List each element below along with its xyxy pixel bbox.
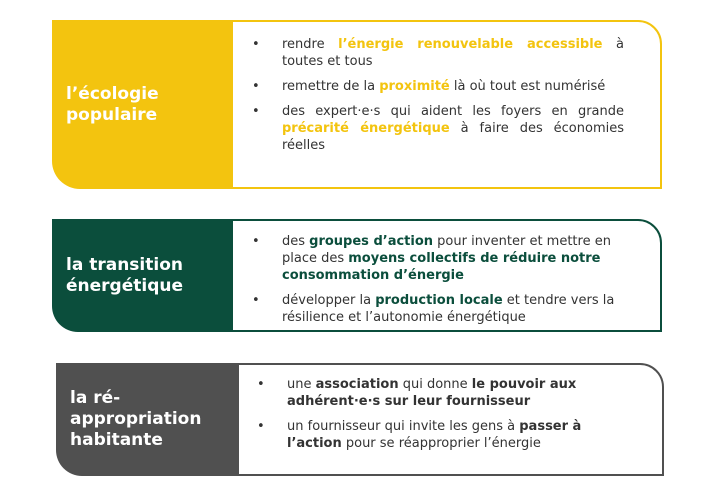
bullet-item bbox=[287, 418, 627, 452]
bullet-text: pour se réapproprier l’énergie bbox=[341, 436, 541, 451]
highlight-text: précarité énergétique bbox=[282, 121, 450, 136]
bullet-text: à faire des économies réelles bbox=[282, 121, 624, 153]
bullet-text: un fournisseur qui invite les gens à bbox=[287, 419, 520, 434]
block-title: la ré- appropriation habitante bbox=[70, 388, 202, 450]
ecologie-populaire-tab bbox=[52, 20, 233, 189]
transition-energetique-tab bbox=[52, 219, 233, 332]
bullet-item bbox=[282, 292, 630, 326]
bullet-text: développer la bbox=[282, 293, 376, 308]
highlight-text: l’énergie renouvelable accessible bbox=[338, 37, 603, 52]
bullet-item bbox=[282, 103, 624, 154]
bullet-text: là où tout est numérisé bbox=[449, 79, 606, 94]
bullet-item bbox=[282, 233, 630, 284]
ecologie-populaire-list bbox=[282, 36, 624, 162]
reappropriation-habitante-tab bbox=[56, 363, 239, 476]
bullet-text: à toutes et tous bbox=[282, 37, 624, 69]
bullet-item bbox=[282, 78, 624, 95]
reappropriation-habitante-list bbox=[287, 376, 627, 460]
highlight-text: moyens collectifs de réduire notre consommation d’énergie bbox=[282, 251, 601, 283]
highlight-text: groupes d’action bbox=[309, 234, 434, 249]
bullet-text: rendre bbox=[282, 37, 339, 52]
block-title: la transition énergétique bbox=[66, 254, 183, 296]
highlight-text: passer à l’action bbox=[287, 419, 582, 451]
bullet-text: des bbox=[282, 234, 310, 249]
highlight-text: le pouvoir aux adhérent·e·s sur leur fournisseur bbox=[287, 377, 577, 409]
bullet-text: une bbox=[287, 377, 316, 392]
bullet-item bbox=[282, 36, 624, 70]
highlight-text: association bbox=[315, 377, 399, 392]
bullet-item bbox=[287, 376, 627, 410]
highlight-text: production locale bbox=[375, 293, 503, 308]
bullet-text: des expert·e·s qui aident les foyers en grande bbox=[282, 104, 624, 119]
transition-energetique-list bbox=[282, 233, 630, 334]
bullet-text: pour inventer et mettre en place des bbox=[282, 234, 611, 266]
block-title: l’écologie populaire bbox=[66, 83, 159, 125]
highlight-text: proximité bbox=[379, 79, 450, 94]
bullet-text: remettre de la bbox=[282, 79, 380, 94]
bullet-text: qui donne bbox=[398, 377, 472, 392]
bullet-text: et tendre vers la résilience et l’autonomie énergétique bbox=[282, 293, 615, 325]
